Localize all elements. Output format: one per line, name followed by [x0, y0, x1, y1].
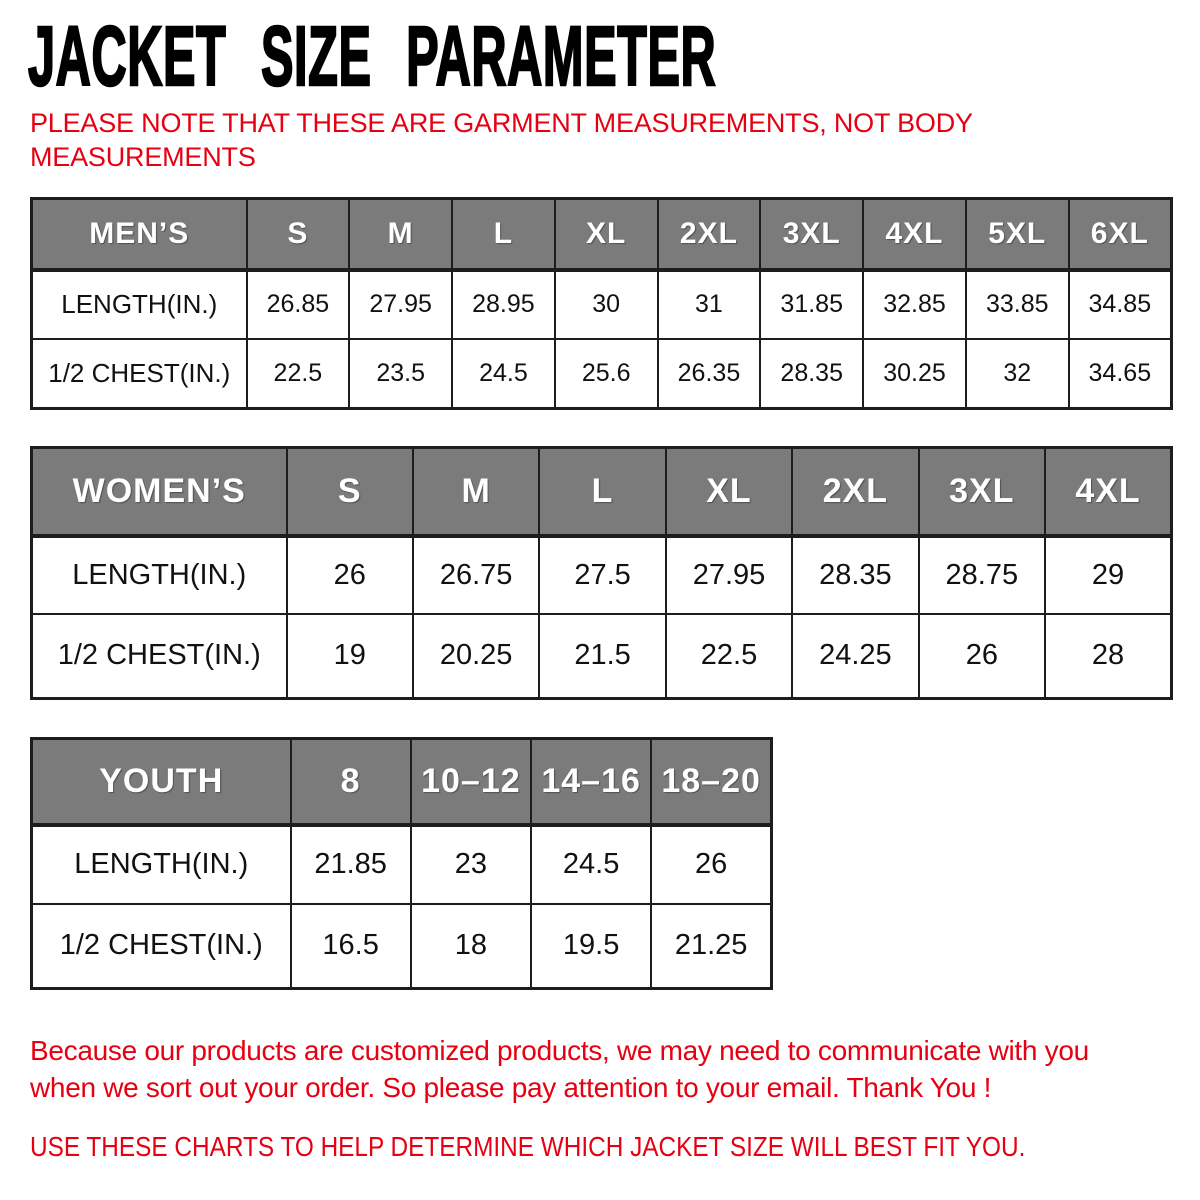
womens-length-l: 27.5 [539, 536, 665, 614]
mens-size-2xl: 2XL [658, 199, 761, 270]
custom-order-note [30, 1032, 1174, 1106]
garment-measurement-note [30, 106, 973, 174]
mens-chest-m: 23.5 [349, 339, 452, 409]
womens-length-4xl: 29 [1045, 536, 1171, 614]
womens-chest-2xl: 24.25 [792, 614, 918, 699]
mens-length-4xl: 32.85 [863, 270, 966, 339]
mens-size-4xl: 4XL [863, 199, 966, 270]
womens-chest-m: 20.25 [413, 614, 539, 699]
womens-table-title: WOMEN’S [32, 448, 287, 536]
womens-chest-s: 19 [287, 614, 413, 699]
womens-chest-l: 21.5 [539, 614, 665, 699]
mens-chest-s: 22.5 [247, 339, 350, 409]
womens-header-row [32, 448, 1172, 536]
youth-size-18-20: 18–20 [651, 739, 771, 825]
mens-length-xl: 30 [555, 270, 658, 339]
youth-chest-8: 16.5 [291, 904, 411, 989]
mens-size-m: M [349, 199, 452, 270]
mens-chest-5xl: 32 [966, 339, 1069, 409]
mens-length-row [32, 270, 1172, 339]
womens-length-2xl: 28.35 [792, 536, 918, 614]
womens-size-s: S [287, 448, 413, 536]
mens-chest-l: 24.5 [452, 339, 555, 409]
mens-header-row [32, 199, 1172, 270]
mens-chest-2xl: 26.35 [658, 339, 761, 409]
mens-size-s: S [247, 199, 350, 270]
womens-chest-row [32, 614, 1172, 699]
womens-length-s: 26 [287, 536, 413, 614]
youth-chest-label: 1/2 CHEST(IN.) [32, 904, 291, 989]
mens-chest-4xl: 30.25 [863, 339, 966, 409]
page-title: JACKET SIZE PARAMETER [28, 9, 717, 103]
note-line-2: MEASUREMENTS [30, 142, 256, 172]
womens-length-row [32, 536, 1172, 614]
chart-usage-note: USE THESE CHARTS TO HELP DETERMINE WHICH JACKET SIZE WILL BEST FIT YOU. [30, 1131, 1026, 1162]
youth-table-title: YOUTH [32, 739, 291, 825]
mens-length-l: 28.95 [452, 270, 555, 339]
mens-length-2xl: 31 [658, 270, 761, 339]
mens-chest-row [32, 339, 1172, 409]
mens-length-3xl: 31.85 [760, 270, 863, 339]
mens-length-5xl: 33.85 [966, 270, 1069, 339]
mens-size-xl: XL [555, 199, 658, 270]
youth-chest-14-16: 19.5 [531, 904, 651, 989]
mens-chest-label: 1/2 CHEST(IN.) [32, 339, 247, 409]
womens-size-l: L [539, 448, 665, 536]
youth-header-row [32, 739, 772, 825]
youth-size-8: 8 [291, 739, 411, 825]
womens-size-xl: XL [666, 448, 792, 536]
womens-size-3xl: 3XL [919, 448, 1045, 536]
mens-chest-6xl: 34.65 [1069, 339, 1172, 409]
footer-notes [30, 1032, 1174, 1164]
womens-size-table [30, 446, 1173, 700]
womens-size-4xl: 4XL [1045, 448, 1171, 536]
youth-length-8: 21.85 [291, 825, 411, 904]
mens-length-m: 27.95 [349, 270, 452, 339]
mens-size-table [30, 197, 1173, 410]
womens-chest-xl: 22.5 [666, 614, 792, 699]
womens-length-3xl: 28.75 [919, 536, 1045, 614]
note-line-1: PLEASE NOTE THAT THESE ARE GARMENT MEASUREMENTS, NOT BODY [30, 108, 973, 138]
youth-chest-18-20: 21.25 [651, 904, 771, 989]
womens-length-m: 26.75 [413, 536, 539, 614]
mens-chest-xl: 25.6 [555, 339, 658, 409]
youth-length-row [32, 825, 772, 904]
youth-chest-row [32, 904, 772, 989]
womens-length-label: LENGTH(IN.) [32, 536, 287, 614]
mens-table-title: MEN’S [32, 199, 247, 270]
youth-length-18-20: 26 [651, 825, 771, 904]
youth-length-14-16: 24.5 [531, 825, 651, 904]
youth-size-table [30, 737, 773, 990]
youth-length-label: LENGTH(IN.) [32, 825, 291, 904]
mens-size-6xl: 6XL [1069, 199, 1172, 270]
womens-length-xl: 27.95 [666, 536, 792, 614]
mens-chest-3xl: 28.35 [760, 339, 863, 409]
womens-size-m: M [413, 448, 539, 536]
custom-order-note-line-2: when we sort out your order. So please pay attention to your email. Thank You ! [30, 1072, 992, 1103]
custom-order-note-line-1: Because our products are customized products, we may need to communicate with you [30, 1035, 1089, 1066]
mens-size-5xl: 5XL [966, 199, 1069, 270]
mens-length-6xl: 34.85 [1069, 270, 1172, 339]
mens-size-l: L [452, 199, 555, 270]
mens-length-s: 26.85 [247, 270, 350, 339]
womens-size-2xl: 2XL [792, 448, 918, 536]
youth-size-14-16: 14–16 [531, 739, 651, 825]
womens-chest-4xl: 28 [1045, 614, 1171, 699]
youth-length-10-12: 23 [411, 825, 531, 904]
youth-chest-10-12: 18 [411, 904, 531, 989]
mens-size-3xl: 3XL [760, 199, 863, 270]
youth-size-10-12: 10–12 [411, 739, 531, 825]
womens-chest-label: 1/2 CHEST(IN.) [32, 614, 287, 699]
womens-chest-3xl: 26 [919, 614, 1045, 699]
mens-length-label: LENGTH(IN.) [32, 270, 247, 339]
